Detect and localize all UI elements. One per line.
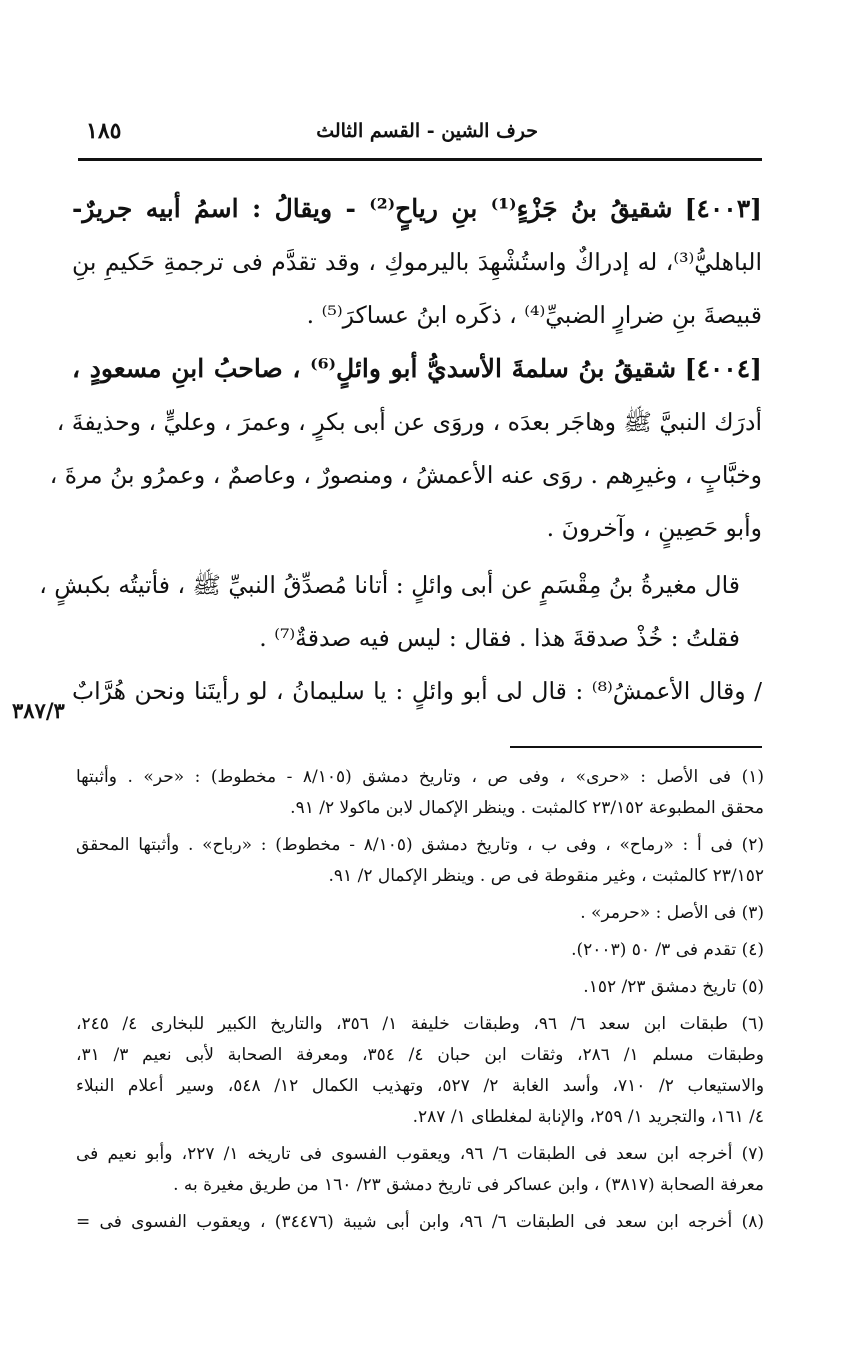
- page-number: ١٨٥: [86, 118, 122, 144]
- page-header: [80, 116, 760, 150]
- header-rule: [78, 158, 762, 161]
- footnote-line: (٣) فى الأصل : «حرمر» .: [580, 903, 764, 923]
- quote-line: فقلتُ : خُذْ صدقةَ هذا . فقال : ليس فيه صدقةٌ⁽⁷⁾ .: [259, 624, 740, 652]
- footnote-line: (٥) تاريخ دمشق ٢٣/ ١٥٢.: [583, 977, 764, 997]
- footnote-line: (١) فى الأصل : «حرى» ، وفى ص ، وتاريخ دمشق (٨/١٠٥ - مخطوط) : «حر» . وأثبتها: [76, 767, 764, 787]
- entry-line: أدرَك النبيَّ ﷺ وهاجَر بعدَه ، وروَى عن أبى بكرٍ ، وعمرَ ، وعليٍّ ، وحذيفةَ ،: [56, 408, 762, 436]
- footnote-line: ٢٣/١٥٢ كالمثبت ، وغير منقوطة فى ص . وينظر الإكمال ٢/ ٩١.: [328, 866, 764, 886]
- footnote-line: محقق المطبوعة ٢٣/١٥٢ كالمثبت . وينظر الإكمال لابن ماكولا ٢/ ٩١.: [290, 798, 764, 818]
- entry-line: قبيصةَ بنِ ضرارٍ الضبيِّ⁽⁴⁾ ، ذكَره ابنُ عساكرَ⁽⁵⁾ .: [306, 301, 762, 329]
- footnote-5: [76, 972, 764, 1003]
- footnote-line: والاستيعاب ٢/ ٧١٠، وأسد الغابة ٢/ ٥٢٧، وتهذيب الكمال ١٢/ ٥٤٨، وسير أعلام النبلاء: [76, 1076, 765, 1096]
- footnote-line: وطبقات مسلم ١/ ٢٨٦، وثقات ابن حبان ٤/ ٣٥٤، ومعرفة الصحابة لأبى نعيم ٣/ ٣١،: [76, 1045, 764, 1065]
- entry-line: الباهليُّ⁽³⁾، له إدراكٌ واستُشْهِدَ باليرموكِ ، وقد تقدَّم فى ترجمةِ حَكيمِ بنِ: [72, 248, 762, 276]
- entry-4004: [49, 342, 763, 555]
- continuation-line: / وقال الأعمشُ⁽⁸⁾ : قال لى أبو وائلٍ : يا سليمانُ ، لو رأيتَنا ونحن هُرَّابٌ: [72, 677, 762, 705]
- footnote-rule: [510, 746, 762, 748]
- footnote-line: (٤) تقدم فى ٣/ ٥٠ (٢٠٠٣).: [571, 940, 764, 960]
- footnote-4: [76, 935, 764, 966]
- main-text: [39, 182, 763, 718]
- entry-number: [٤٠٠٣]: [684, 194, 762, 223]
- entry-line: شقيقُ بنُ سلمةَ الأسديُّ أبو وائلٍ⁽⁶⁾ ، صاحبُ ابنِ مسعودٍ ،: [72, 354, 677, 383]
- footnote-line: (٢) فى أ : «رماح» ، وفى ب ، وتاريخ دمشق (٨/١٠٥ - مخطوط) : «رباح» . وأثبتها المحقق: [76, 835, 764, 855]
- footnote-3: [76, 898, 764, 929]
- footnote-2: [76, 830, 764, 892]
- entry-number: [٤٠٠٤]: [684, 354, 763, 383]
- footnotes: [76, 762, 764, 1244]
- margin-reference: ٣٨٧/٣: [12, 698, 65, 723]
- footnote-line: (٨) أخرجه ابن سعد فى الطبقات ٦/ ٩٦، وابن أبى شيبة (٣٤٤٧٦) ، ويعقوب الفسوى فى =: [76, 1212, 764, 1232]
- quote-line: قال مغيرةُ بنُ مِقْسَمٍ عن أبى وائلٍ : أتانا مُصدِّقُ النبيِّ ﷺ ، فأتيتُه بكبشٍ ،: [39, 571, 740, 599]
- footnote-line: (٦) طبقات ابن سعد ٦/ ٩٦، وطبقات خليفة ١/ ٣٥٦، والتاريخ الكبير للبخارى ٤/ ٢٤٥،: [76, 1014, 764, 1034]
- footnote-line: معرفة الصحابة (٣٨١٧) ، وابن عساكر فى تاريخ دمشق ٢٣/ ١٦٠ من طريق مغيرة به .: [173, 1175, 764, 1195]
- footnote-1: [76, 762, 764, 824]
- footnote-7: [76, 1139, 764, 1201]
- running-title: حرف الشين - القسم الثالث: [316, 120, 538, 142]
- continuation-paragraph: [72, 665, 762, 718]
- footnote-8: [76, 1207, 764, 1238]
- footnote-line: ٤/ ١٦١، والتجريد ١/ ٢٥٩، والإنابة لمغلطاى ١/ ٢٨٧.: [412, 1107, 764, 1127]
- footnote-6: [76, 1009, 764, 1133]
- quote-paragraph: [39, 559, 762, 665]
- entry-line: وأبو حَصِينٍ ، وآخرونَ .: [546, 514, 762, 542]
- entry-line: وخبَّابٍ ، وغيرِهم . روَى عنه الأعمشُ ، ومنصورٌ ، وعاصمٌ ، وعمرُو بنُ مرةَ ،: [49, 461, 762, 489]
- entry-4003: [72, 182, 762, 342]
- entry-line: شقيقُ بنُ جَزْءٍ⁽¹⁾ بنِ رياحٍ⁽²⁾ - ويقالُ : اسمُ أبيه جريرٌ-: [72, 194, 673, 223]
- footnote-line: (٧) أخرجه ابن سعد فى الطبقات ٦/ ٩٦، ويعقوب الفسوى فى تاريخه ١/ ٢٢٧، وأبو نعيم فى: [76, 1144, 764, 1164]
